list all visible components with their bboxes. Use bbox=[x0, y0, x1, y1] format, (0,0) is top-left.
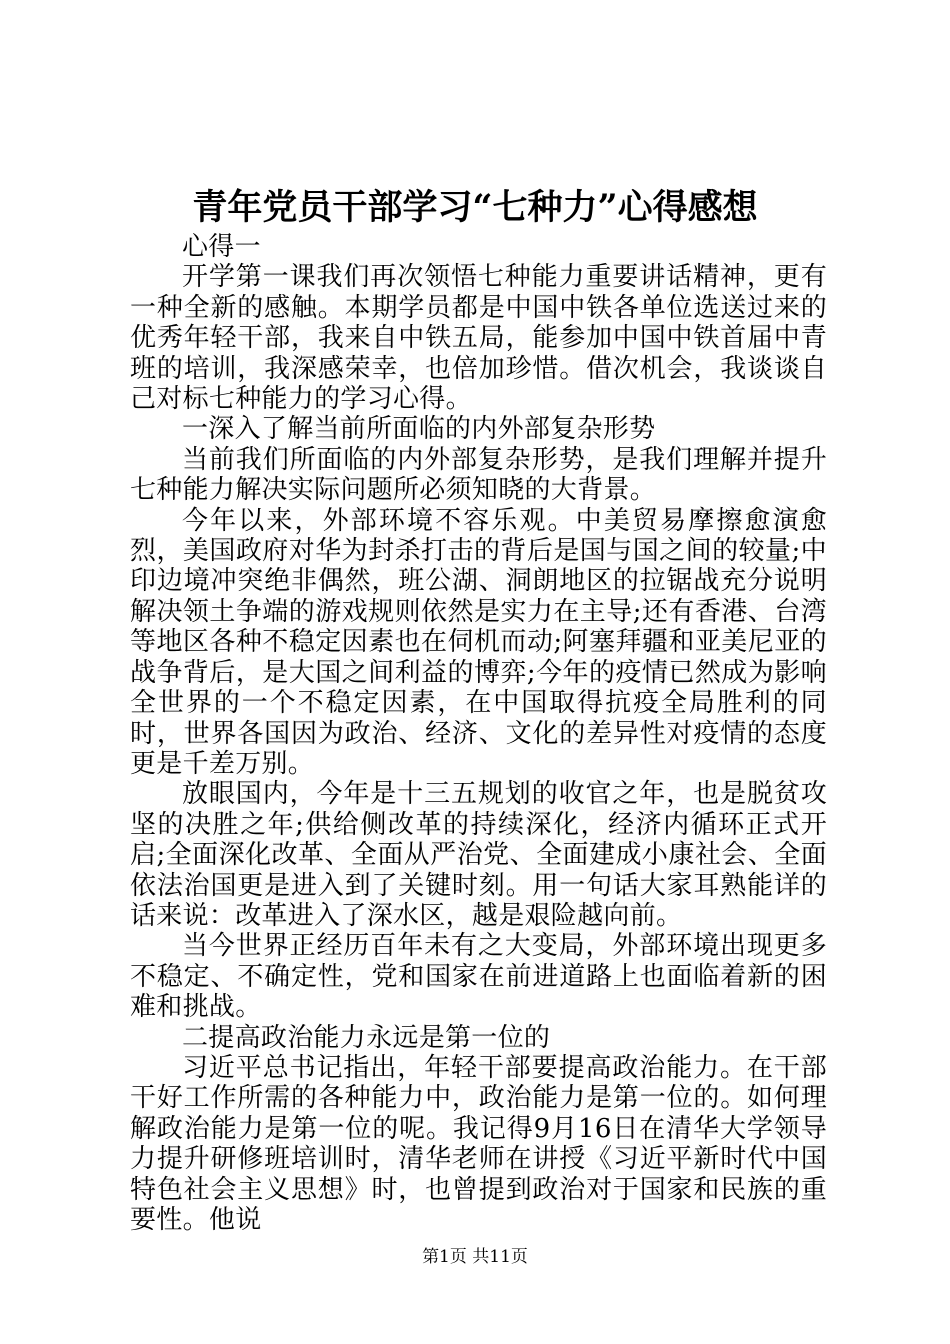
paragraph: 开学第一课我们再次领悟七种能力重要讲话精神，更有一种全新的感触。本期学员都是中国中铁各单位选送过来的优秀年轻干部，我来自中铁五局，能参加中国中铁首届中青班的培训，我深感荣幸，也倍加珍惜。借次机会，我谈谈自己对标七种能力的学习心得。 bbox=[130, 262, 827, 415]
section-heading-1: 一深入了解当前所面临的内外部复杂形势 bbox=[182, 414, 656, 445]
paragraph: 放眼国内，今年是十三五规划的收官之年，也是脱贫攻坚的决胜之年;供给侧改革的持续深化，经济内循环正式开启;全面深化改革、全面从严治党、全面建成小康社会、全面依法治国更是进入到了关键时刻。用一句话大家耳熟能详的话来说：改革进入了深水区，越是艰险越向前。 bbox=[130, 779, 827, 931]
paragraph: 当前我们所面临的内外部复杂形势，是我们理解并提升七种能力解决实际问题所必须知晓的大背景。 bbox=[130, 444, 827, 506]
paragraph: 当今世界正经历百年未有之大变局，外部环境出现更多不稳定、不确定性，党和国家在前进道路上也面临着新的困难和挑战。 bbox=[130, 931, 827, 1023]
page-footer: 第1页 共11页 bbox=[422, 1247, 528, 1267]
paragraph-heading-xinde-1: 心得一 bbox=[182, 232, 261, 262]
paragraph: 今年以来，外部环境不容乐观。中美贸易摩擦愈演愈烈，美国政府对华为封杀打击的背后是国与国之间的较量;中印边境冲突绝非偶然，班公湖、洞朗地区的拉锯战充分说明解决领土争端的游戏规则依然是实力在主导;还有香港、台湾等地区各种不稳定因素也在伺机而动;阿塞拜疆和亚美尼亚的战争背后，是大国之间利益的博弈;今年的疫情已然成为影响全世界的一个不稳定因素，在中国取得抗疫全局胜利的同时，世界各国因为政治、经济、文化的差异性对疫情的态度更是千差万别。 bbox=[130, 505, 827, 779]
document-body bbox=[130, 232, 827, 1235]
paragraph: 习近平总书记指出，年轻干部要提高政治能力。在干部干好工作所需的各种能力中，政治能力是第一位的。如何理解政治能力是第一位的呢。我记得9月16日在清华大学领导力提升研修班培训时，清华老师在讲授《习近平新时代中国特色社会主义思想》时，也曾提到政治对于国家和民族的重要性。他说 bbox=[130, 1052, 827, 1235]
document-title: 青年党员干部学习“七种力”心得感想 bbox=[192, 187, 758, 228]
section-heading-2: 二提高政治能力永远是第一位的 bbox=[182, 1022, 551, 1053]
